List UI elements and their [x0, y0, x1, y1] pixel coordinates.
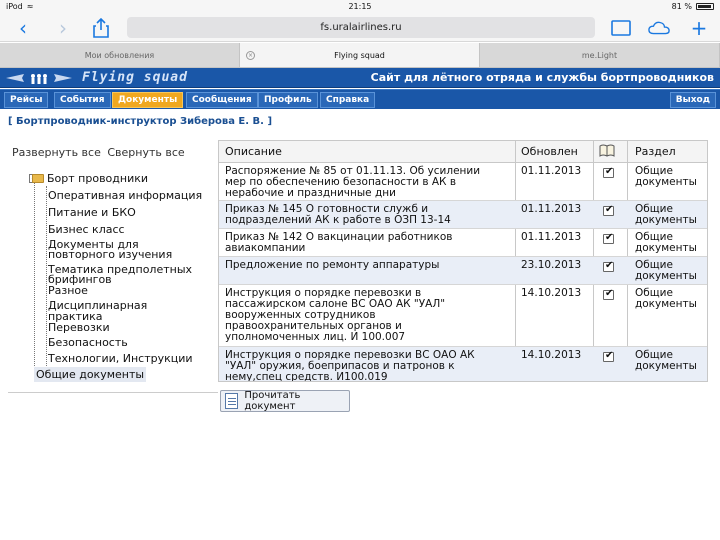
tree-item[interactable]: Разное: [48, 284, 88, 297]
nav-flights[interactable]: Рейсы: [4, 92, 48, 108]
status-time: 21:15: [348, 2, 372, 11]
table-row[interactable]: [219, 229, 707, 257]
row-section: Общие документы: [635, 259, 697, 282]
checkmark-icon: [603, 290, 614, 300]
tab-label: me.Light: [581, 50, 618, 60]
checkmark-icon: [603, 262, 614, 272]
nav-profile[interactable]: Профиль: [258, 92, 318, 108]
nav-help[interactable]: Справка: [320, 92, 375, 108]
table-header: [219, 141, 707, 163]
table-row[interactable]: [219, 201, 707, 229]
row-section: Общие документы: [635, 349, 697, 372]
book-icon: [599, 144, 615, 160]
battery-icon: [696, 3, 714, 10]
tab-label: Мои обновления: [84, 50, 155, 60]
back-icon[interactable]: ‹: [19, 16, 27, 40]
browser-toolbar: [0, 13, 720, 42]
site-logo-text: Flying squad: [82, 70, 188, 85]
user-breadcrumb: [ Бортпроводник-инструктор Зиберова Е. В. ]: [8, 116, 273, 127]
document-tree: [8, 170, 208, 392]
checkmark-icon: [603, 206, 614, 216]
row-updated: 01.11.2013: [521, 203, 582, 215]
table-row[interactable]: [219, 285, 707, 347]
tree-item[interactable]: практика: [48, 310, 103, 323]
tree-item[interactable]: Документы для: [48, 238, 139, 251]
checkmark-icon: [603, 234, 614, 244]
table-row[interactable]: [219, 257, 707, 285]
row-description: Инструкция о порядке перевозки в пассажирском салоне ВС ОАО АК "УАЛ" вооруженных сотрудников правоохранительных органов и уполномоченных лиц. И 100.007: [225, 287, 446, 343]
cloud-icon[interactable]: [648, 17, 670, 39]
tab-bar: [0, 43, 720, 68]
read-checkbox[interactable]: [603, 206, 615, 217]
bookmarks-icon[interactable]: [610, 17, 632, 39]
checkmark-icon: [603, 352, 614, 362]
status-bar: [0, 0, 720, 13]
row-section: Общие документы: [635, 231, 697, 254]
forward-icon[interactable]: ›: [59, 16, 67, 40]
tree-item[interactable]: Перевозки: [48, 321, 110, 334]
folder-icon: [32, 174, 44, 183]
wings-logo-icon: [4, 70, 74, 86]
table-row[interactable]: [219, 347, 707, 382]
nav-documents[interactable]: Документы: [112, 92, 183, 108]
site-tagline: Сайт для лётного отряда и службы бортпроводников: [370, 71, 714, 84]
tab-label: Flying squad: [334, 50, 385, 60]
row-updated: 14.10.2013: [521, 349, 582, 361]
checkmark-icon: [603, 168, 614, 178]
row-updated: 01.11.2013: [521, 231, 582, 243]
row-updated: 14.10.2013: [521, 287, 582, 299]
tree-item[interactable]: Тематика предполетных: [48, 263, 193, 276]
battery-percent: 81 %: [671, 2, 692, 11]
row-description: Приказ № 142 О вакцинации работников авиакомпании: [225, 231, 453, 254]
tree-item[interactable]: Питание и БКО: [48, 206, 136, 219]
tree-node-root[interactable]: Борт проводники: [32, 173, 148, 184]
tab-flying-squad[interactable]: [240, 43, 480, 67]
tree-controls: [12, 146, 188, 159]
row-description: Приказ № 145 О готовности служб и подразделений АК к работе в ОЗП 13-14: [225, 203, 451, 226]
tree-item[interactable]: повторного изучения: [48, 248, 173, 261]
tree-item[interactable]: брифингов: [48, 273, 112, 286]
row-updated: 23.10.2013: [521, 259, 582, 271]
tab-my-updates[interactable]: [0, 43, 240, 67]
row-updated: 01.11.2013: [521, 165, 582, 177]
read-checkbox[interactable]: [603, 352, 615, 363]
wifi-icon: ≈: [26, 2, 34, 11]
tree-item[interactable]: Дисциплинарная: [48, 299, 148, 312]
row-section: Общие документы: [635, 165, 697, 188]
row-section: Общие документы: [635, 287, 697, 310]
row-description: Инструкция о порядке перевозки ВС ОАО АК "УАЛ" оружия, боеприпасов и патронов к нему,спец средств. И100.019: [225, 349, 475, 382]
documents-table: [218, 140, 708, 382]
read-checkbox[interactable]: [603, 290, 615, 301]
expand-all-link[interactable]: Развернуть все: [12, 146, 101, 159]
header-section[interactable]: Раздел: [635, 145, 676, 158]
collapse-all-link[interactable]: Свернуть все: [107, 146, 185, 159]
nav-messages[interactable]: Сообщения: [186, 92, 258, 108]
logout-button[interactable]: Выход: [670, 92, 716, 108]
main-nav: [0, 89, 720, 109]
tree-item[interactable]: Бизнес класс: [48, 223, 125, 236]
device-label: iPod: [6, 2, 23, 11]
read-document-button[interactable]: [220, 390, 350, 412]
header-updated[interactable]: Обновлен: [521, 145, 578, 158]
tree-item-selected[interactable]: Общие документы: [36, 368, 145, 381]
row-section: Общие документы: [635, 203, 697, 226]
header-description[interactable]: Описание: [225, 145, 282, 158]
read-checkbox[interactable]: [603, 262, 615, 273]
row-description: Предложение по ремонту аппаратуры: [225, 259, 440, 271]
document-icon: [225, 393, 238, 409]
read-checkbox[interactable]: [603, 168, 615, 179]
read-document-label: Прочитать документ: [244, 390, 301, 412]
tree-item[interactable]: Оперативная информация: [48, 189, 203, 202]
table-row[interactable]: [219, 163, 707, 201]
read-checkbox[interactable]: [603, 234, 615, 245]
tab-melight[interactable]: [480, 43, 720, 67]
new-tab-icon[interactable]: +: [690, 16, 708, 40]
url-field[interactable]: fs.uralairlines.ru: [127, 17, 595, 38]
row-description: Распоряжение № 85 от 01.11.13. Об усилении мер по обеспечению безопасности в АК в нерабочие и праздничные дни: [225, 165, 481, 199]
tree-item[interactable]: Безопасность: [48, 336, 128, 349]
tree-divider: [8, 392, 218, 393]
close-tab-icon[interactable]: ×: [247, 51, 254, 59]
share-icon[interactable]: [90, 17, 112, 39]
tree-item[interactable]: Технологии, Инструкции: [48, 352, 193, 365]
site-header: [0, 68, 720, 88]
nav-events[interactable]: События: [54, 92, 111, 108]
